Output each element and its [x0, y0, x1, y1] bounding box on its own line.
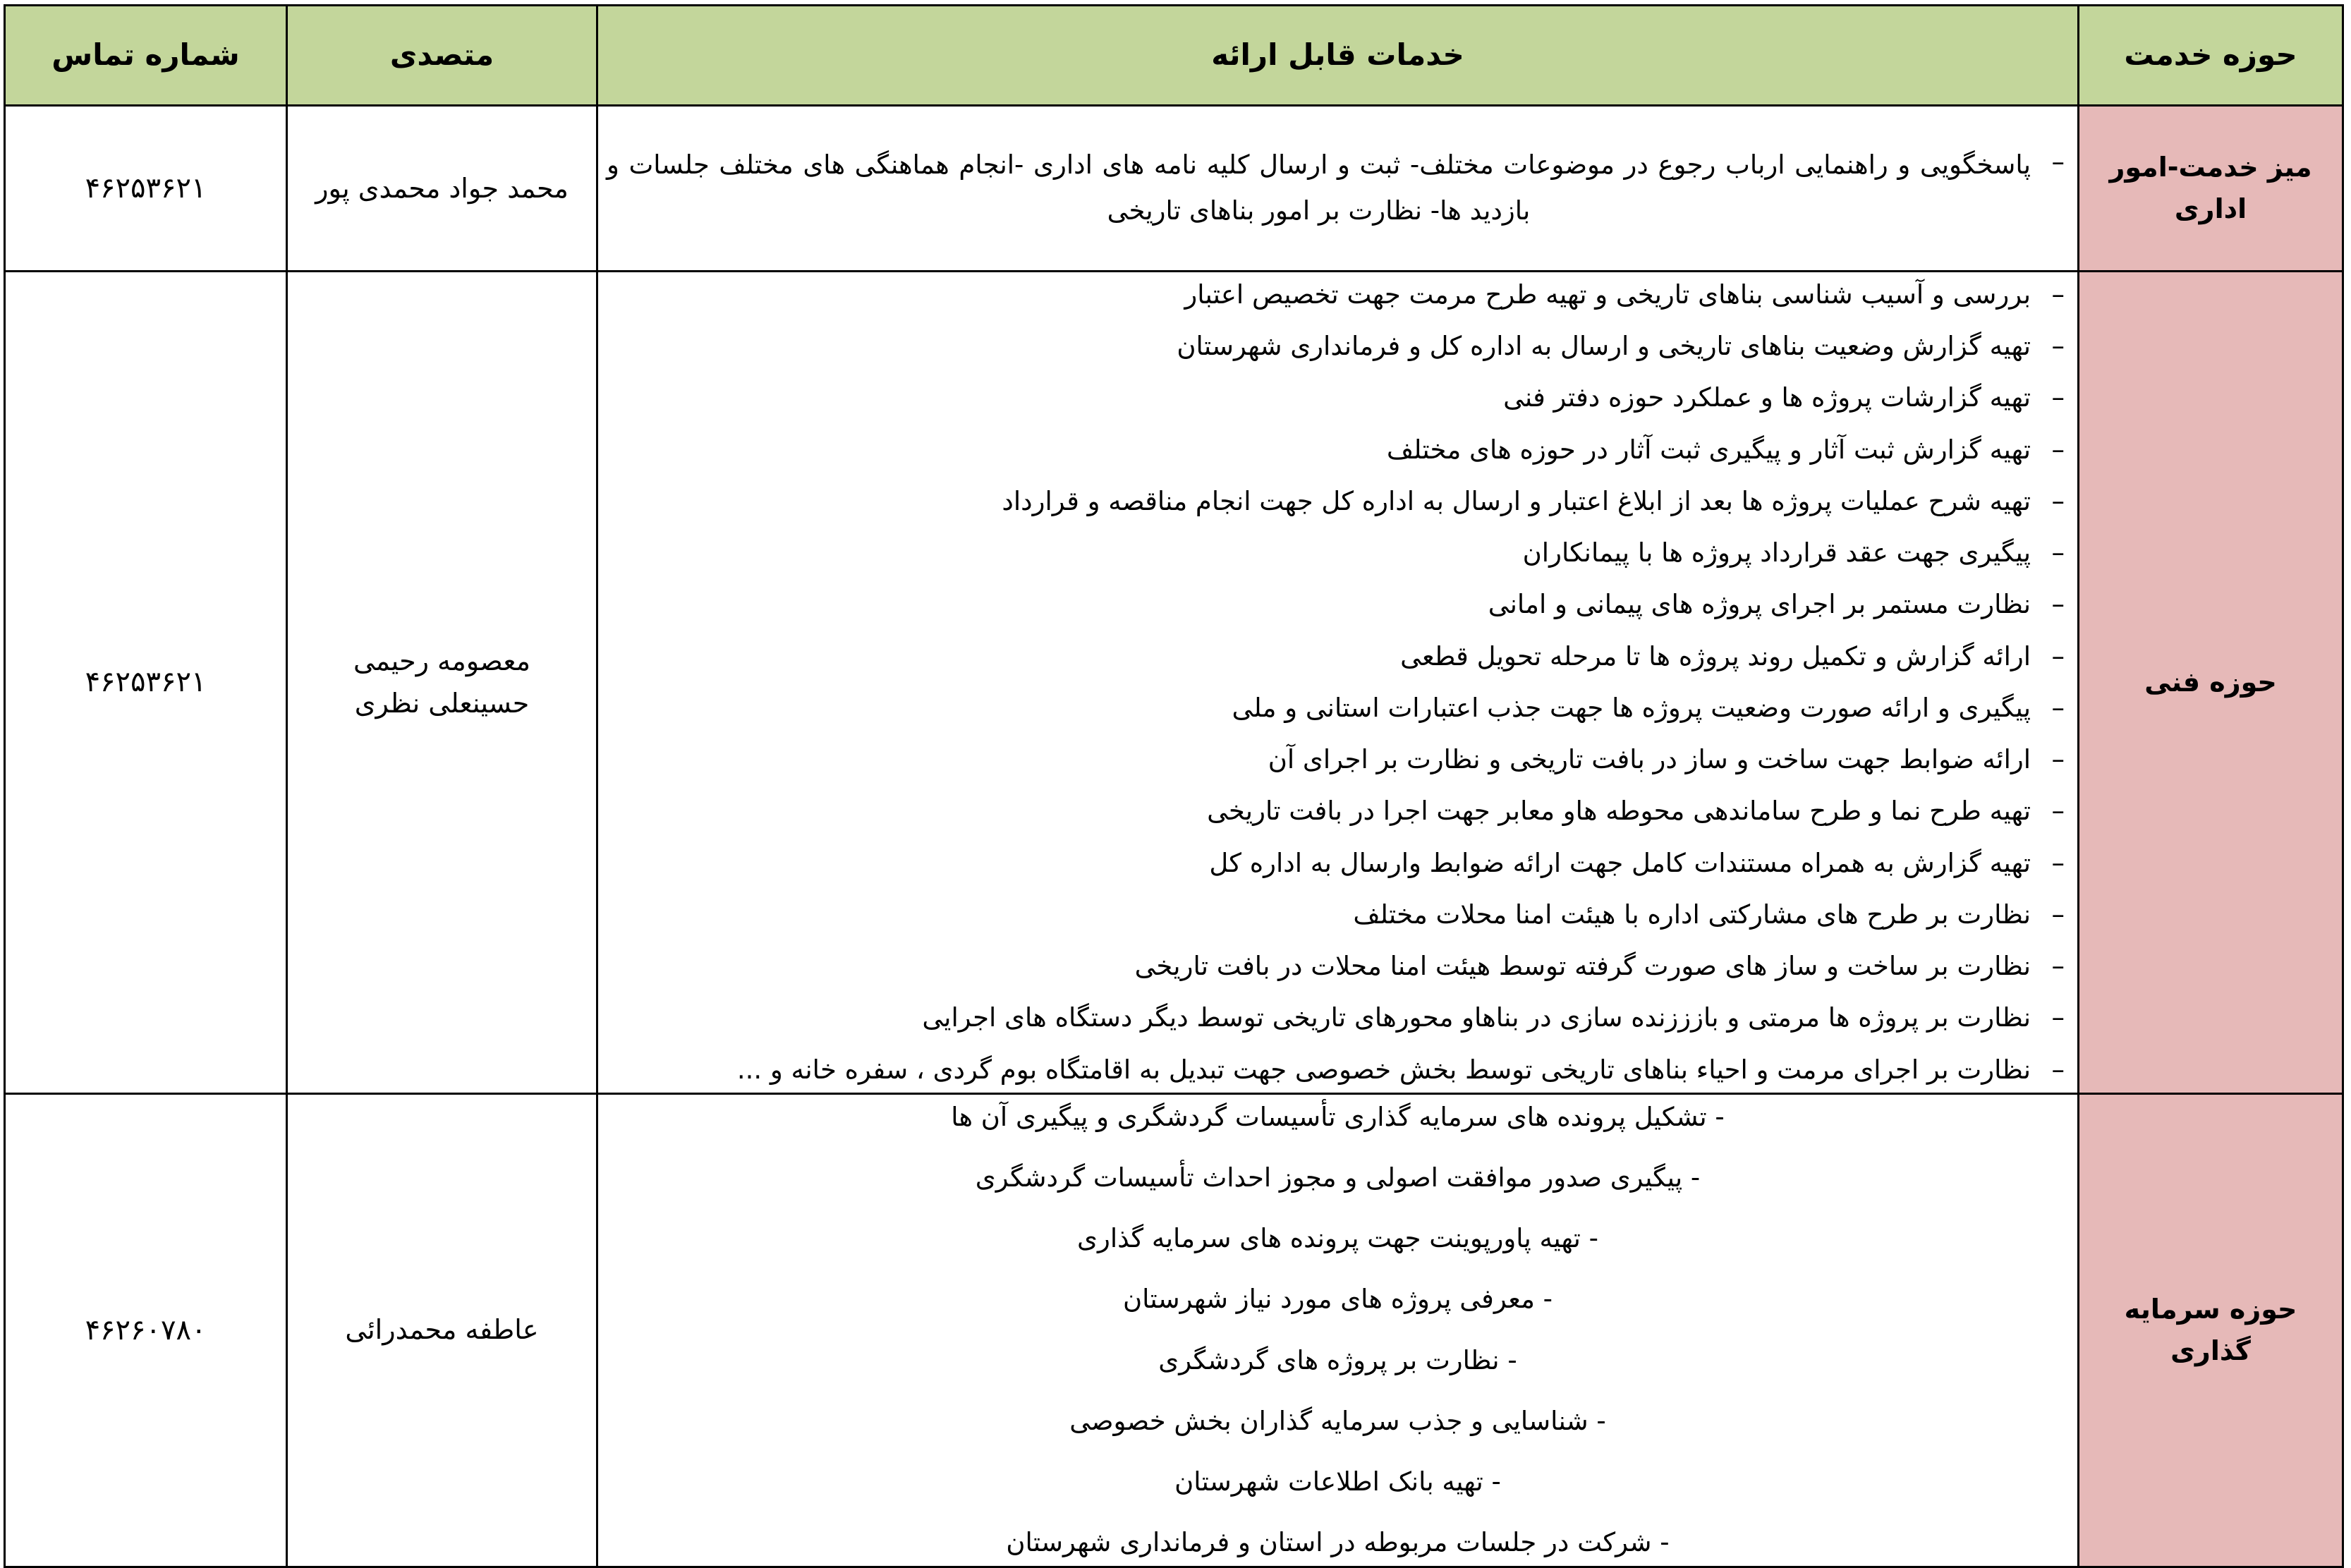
services-table — [4, 4, 2344, 1568]
person-name-line: حسینعلی نظری — [354, 688, 530, 719]
cell-person-1: محمد جواد محمدی پور — [287, 106, 597, 272]
cell-phone-3: ۴۶۲۶۰۷۸۰ — [5, 1093, 287, 1567]
service-item: - شناسایی و جذب سرمایه گذاران بخش خصوصی — [1069, 1405, 1606, 1436]
column-header-domain: حوزه خدمت — [2079, 6, 2343, 106]
service-item: – نظارت مستمر بر اجرای پروژه های پیمانی و امانی — [607, 585, 2069, 624]
table-row — [5, 272, 2343, 1094]
service-item: – پیگیری و ارائه صورت وضعیت پروژه ها جهت جذب اعتبارات استانی و ملی — [607, 688, 2069, 728]
column-header-phone: شماره تماس — [5, 6, 287, 106]
service-item: - تشکیل پرونده های سرمایه گذاری تأسیسات گردشگری و پیگیری آن ها — [951, 1101, 1725, 1132]
service-item: – بررسی و آسیب شناسی بناهای تاریخی و تهیه طرح مرمت جهت تخصیص اعتبار — [607, 275, 2069, 315]
service-item: – ارائه ضوابط جهت ساخت و ساز در بافت تاریخی و نظارت بر اجرای آن — [607, 740, 2069, 779]
service-item: – پاسخگویی و راهنمایی ارباب رجوع در موضوعات مختلف- ثبت و ارسال کلیه نامه های اداری -انجام هماهنگی های مختلف جلسات و بازدید ها- نظارت بر امور بناهای تاریخی — [607, 150, 2031, 226]
service-item: – نظارت بر ساخت و ساز های صورت گرفته توسط هیئت امنا محلات در بافت تاریخی — [607, 947, 2069, 986]
service-item: - شرکت در جلسات مربوطه در استان و فرمانداری شهرستان — [1006, 1527, 1670, 1558]
cell-phone-2: ۴۶۲۵۳۶۲۱ — [5, 272, 287, 1094]
cell-person-3: عاطفه محمدرائی — [287, 1093, 597, 1567]
table-body — [5, 106, 2343, 1567]
cell-services-2 — [597, 272, 2079, 1094]
service-item: – پیگیری جهت عقد قرارداد پروژه ها با پیمانکاران — [607, 533, 2069, 573]
service-item: - پیگیری صدور موافقت اصولی و مجوز احداث تأسیسات گردشگری — [975, 1162, 1701, 1193]
table-row — [5, 1093, 2343, 1567]
service-item: - معرفی پروژه های مورد نیاز شهرستان — [1122, 1284, 1553, 1315]
service-item: – ارائه گزارش و تکمیل روند پروژه ها تا مرحله تحویل قطعی — [607, 637, 2069, 676]
service-item: - تهیه پاورپوینت جهت پرونده های سرمایه گذاری — [1076, 1223, 1599, 1254]
cell-domain-2: حوزه فنی — [2079, 272, 2343, 1094]
cell-person-2 — [287, 272, 597, 1094]
service-item: - نظارت بر پروژه های گردشگری — [1158, 1344, 1517, 1375]
cell-domain-1: میز خدمت-امور اداری — [2079, 106, 2343, 272]
table-row — [5, 106, 2343, 272]
table-header-row — [5, 6, 2343, 106]
service-item: – نظارت بر طرح های مشارکتی اداره با هیئت امنا محلات مختلف — [607, 895, 2069, 935]
service-item: – تهیه گزارش ثبت آثار و پیگیری ثبت آثار در حوزه های مختلف — [607, 430, 2069, 470]
service-item: – تهیه گزارشات پروژه ها و عملکرد حوزه دفتر فنی — [607, 378, 2069, 418]
service-item: – تهیه طرح نما و طرح ساماندهی محوطه هاو معابر جهت اجرا در بافت تاریخی — [607, 791, 2069, 831]
service-item: – نظارت بر اجرای مرمت و احیاء بناهای تاریخی توسط بخش خصوصی جهت تبدیل به اقامتگاه بوم گردی ، سفره خانه و ... — [607, 1050, 2069, 1090]
person-name-line: معصومه رحیمی — [353, 645, 531, 676]
service-item: – تهیه شرح عملیات پروژه ها بعد از ابلاغ اعتبار و ارسال به اداره کل جهت انجام مناقصه و قرارداد — [607, 482, 2069, 521]
column-header-services: خدمات قابل ارائه — [597, 6, 2079, 106]
cell-phone-1: ۴۶۲۵۳۶۲۱ — [5, 106, 287, 272]
service-item: – نظارت بر پروژه ها مرمتی و بازززنده سازی در بناهاو محورهای تاریخی توسط دیگر دستگاه های اجرایی — [607, 998, 2069, 1038]
services-list-technical — [607, 275, 2069, 1090]
column-header-person: متصدی — [287, 6, 597, 106]
service-item: - تهیه بانک اطلاعات شهرستان — [1174, 1466, 1501, 1497]
services-list-investment — [607, 1098, 2069, 1563]
cell-services-3 — [597, 1093, 2079, 1567]
service-paragraph-wrap — [607, 142, 2069, 234]
service-item: – تهیه گزارش به همراه مستندات کامل جهت ارائه ضوابط وارسال به اداره کل — [607, 844, 2069, 883]
service-item: – تهیه گزارش وضعیت بناهای تاریخی و ارسال به اداره کل و فرمانداری شهرستان — [607, 327, 2069, 366]
cell-services-1 — [597, 106, 2079, 272]
cell-domain-3: حوزه سرمایه گذاری — [2079, 1093, 2343, 1567]
table-header — [5, 6, 2343, 106]
